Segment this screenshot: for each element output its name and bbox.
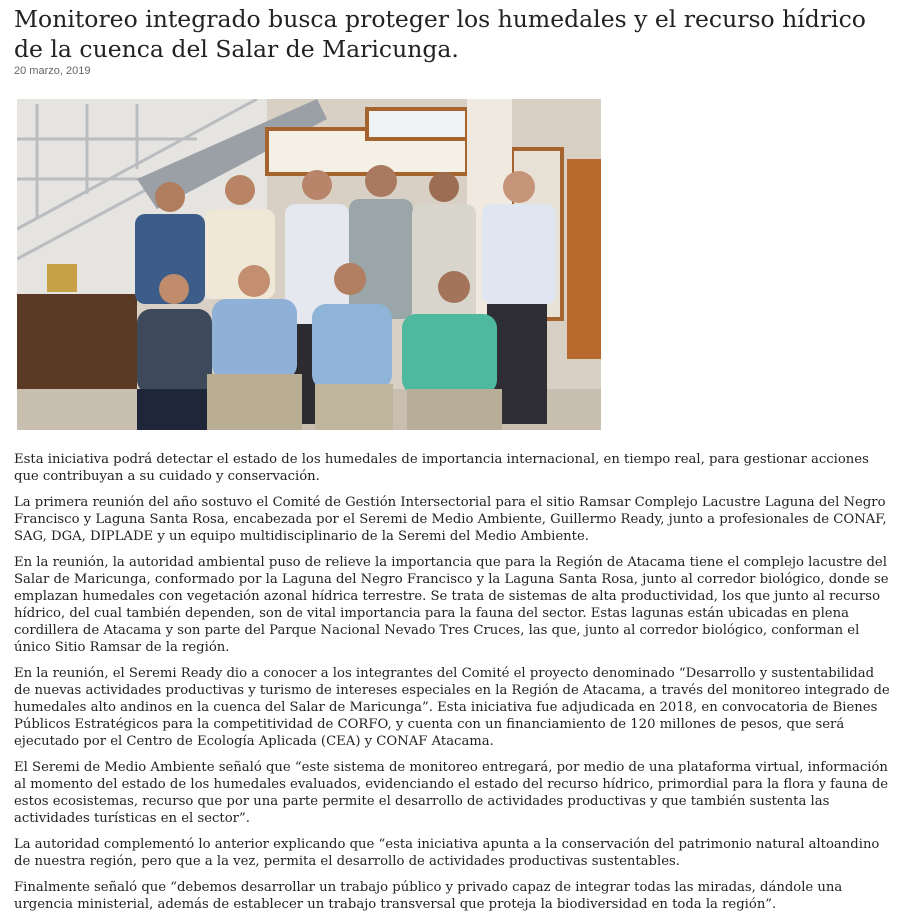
article-title: Monitoreo integrado busca proteger los humedales y el recurso hídrico de la cuenca del Salar de Maricunga. (14, 5, 866, 63)
paragraph: El Seremi de Medio Ambiente señaló que “este sistema de monitoreo entregará, por medio de una plataforma virtual, información al momento del estado de los humedales evaluados, evidenciando el estado del recurso hídrico, primordial para la flora y fauna de estos ecosistemas, recurso que por una parte permite el desarrollo de actividades productivas y que también sustenta las actividades turísticas en el sector”. (14, 760, 889, 826)
paragraph: Finalmente señaló que “debemos desarrollar un trabajo público y privado capaz de integrar todas las miradas, dándole una urgencia ministerial, además de establecer un trabajo transversal que proteja la biodiversidad en toda la región”. (14, 880, 843, 912)
article-photo (17, 99, 601, 430)
paragraph: La autoridad complementó lo anterior explicando que “esta iniciativa apunta a la conservación del patrimonio natural altoandino de nuestra región, pero que a la vez, permita el desarrollo de actividades productivas sustentables. (14, 837, 880, 869)
paragraph: La primera reunión del año sostuvo el Comité de Gestión Intersectorial para el sitio Ramsar Complejo Lacustre Laguna del Negro Francisco y Laguna Santa Rosa, encabezada por el Seremi de Medio Ambiente, Guillermo Ready, junto a profesionales de CONAF, SAG, DGA, DIPLADE y un equipo multidisciplinario de la Seremi del Medio Ambiente. (14, 495, 887, 544)
paragraph: En la reunión, la autoridad ambiental puso de relieve la importancia que para la Región de Atacama tiene el complejo lacustre del Salar de Maricunga, conformado por la Laguna del Negro Francisco y la Laguna Santa Rosa, junto al corredor biológico, donde se emplazan humedales con vegetación azonal hídrica terrestre. Se trata de sistemas de alta productividad, los que junto al recurso hídrico, del cual también dependen, son de vital importancia para la fauna del sector. Estas lagunas están ubicadas en plena cordillera de Atacama y son parte del Parque Nacional Nevado Tres Cruces, las que, junto al corredor biológico, conforman el único Sitio Ramsar de la región. (14, 555, 889, 655)
paragraph: En la reunión, el Seremi Ready dio a conocer a los integrantes del Comité el proyecto denominado “Desarrollo y sustentabilidad de nuevas actividades productivas y turismo de intereses especiales en la Región de Atacama, a través del monitoreo integrado de humedales alto andinos en la cuenca del Salar de Maricunga”. Esta iniciativa fue adjudicada en 2018, en convocatoria de Bienes Públicos Estratégicos para la competitividad de CORFO, y cuenta con un financiamiento de 120 millones de pesos, que será ejecutado por el Centro de Ecología Aplicada (CEA) y CONAF Atacama. (14, 666, 890, 749)
article-body (14, 451, 894, 922)
paragraph-intro: Esta iniciativa podrá detectar el estado de los humedales de importancia internacional, en tiempo real, para gestionar acciones que contribuyan a su cuidado y conservación. (14, 452, 869, 484)
publish-date: 20 marzo, 2019 (14, 65, 91, 77)
